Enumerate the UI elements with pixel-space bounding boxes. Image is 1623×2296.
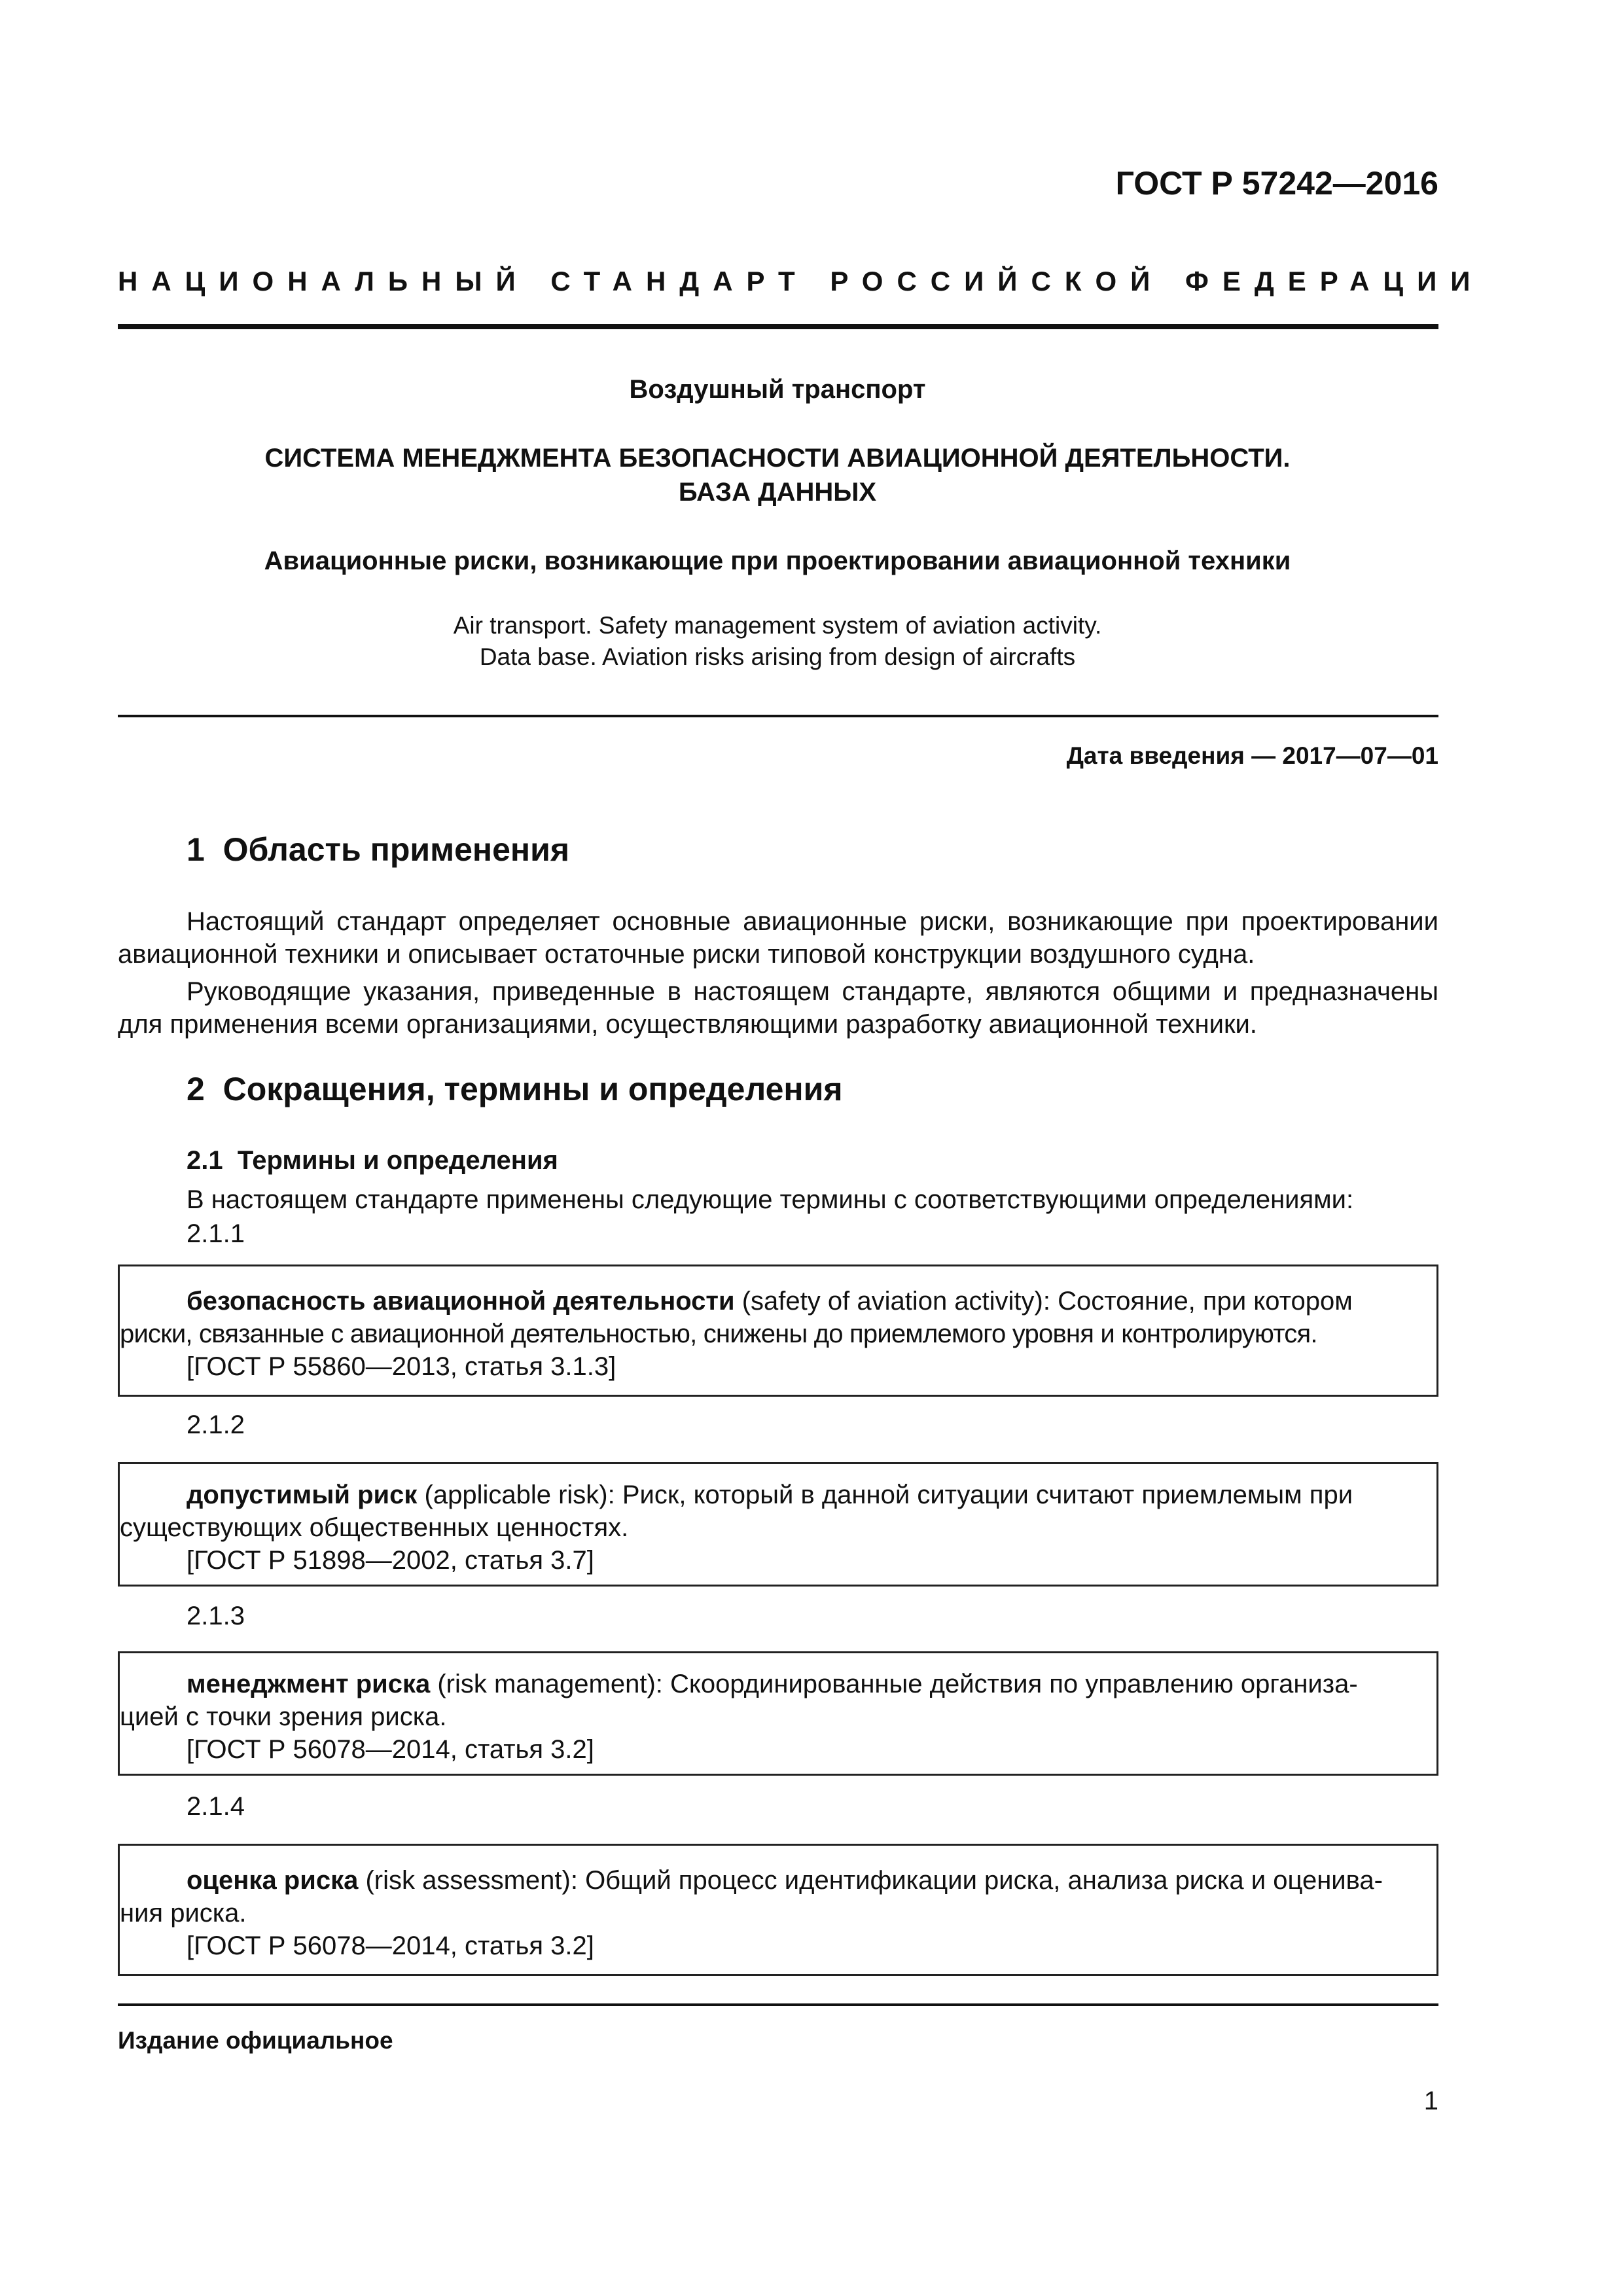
section2-heading: 2 Сокращения, термины и определения [187,1071,843,1107]
title-rule [118,715,1438,717]
term-reference: [ГОСТ Р 55860—2013, статья 3.1.3] [187,1352,616,1381]
title-main-line1: СИСТЕМА МЕНЕДЖМЕНТА БЕЗОПАСНОСТИ АВИАЦИОННОЙ ДЕЯТЕЛЬНОСТИ. [264,444,1291,473]
section1-paragraph1 [118,905,1438,971]
section1-p1-line2: авиационной техники и описывает остаточные риски типовой конструкции воздушного судна. [118,940,1255,969]
term-line1 [187,1479,1425,1511]
term-line1 [187,1668,1425,1700]
term-line1 [187,1864,1425,1897]
title-main-line2: БАЗА ДАННЫХ [678,478,877,507]
term-line1 [187,1285,1425,1318]
term-definition-box [118,1844,1438,1976]
title-subtitle: Авиационные риски, возникающие при проектировании авиационной техники [264,547,1291,575]
term-reference: [ГОСТ Р 56078—2014, статья 3.2] [187,1735,594,1764]
header-rule [118,324,1438,329]
term-definition-box [118,1265,1438,1397]
title-english-line2: Data base. Aviation risks arising from design of aircrafts [479,643,1076,670]
term-definition-box [118,1462,1438,1587]
gost-id: ГОСТ Р 57242—2016 [1115,165,1438,202]
term-line1-rest: (risk assessment): Общий процесс идентификации риска, анализа риска и оценива- [358,1866,1383,1895]
term-line1-rest: (applicable risk): Риск, который в данной ситуации считают приемлемым при [417,1480,1353,1509]
term-line2: цией с точки зрения риска. [120,1702,447,1731]
section1-heading: 1 Область применения [187,831,570,868]
footer-rule [118,2003,1438,2006]
term-reference: [ГОСТ Р 51898—2002, статья 3.7] [187,1546,594,1575]
term-title: менеджмент риска [187,1670,431,1698]
term-definition-box [118,1651,1438,1776]
term-title: безопасность авиационной деятельности [187,1287,735,1316]
term-line2: риски, связанные с авиационной деятельностью, снижены до приемлемого уровня и контролируются. [120,1319,1317,1348]
title-category: Воздушный транспорт [629,375,926,404]
term-title: оценка риска [187,1866,359,1895]
term-line1-rest: (risk management): Скоординированные действия по управлению организа- [430,1670,1358,1698]
section1-p2-line1: Руководящие указания, приведенные в настоящем стандарте, являются общими и предназначены [187,977,1438,1006]
term-number: 2.1.4 [187,1792,245,1821]
section1-paragraph2 [118,975,1438,1041]
term-number: 2.1.3 [187,1602,245,1630]
section1-p1-line1: Настоящий стандарт определяет основные авиационные риски, возникающие при проектировании [187,907,1438,936]
official-edition-label: Издание официальное [118,2027,393,2054]
term-line2: ния риска. [120,1899,247,1928]
effective-date: Дата введения — 2017—07—01 [1066,742,1438,769]
title-english-line1: Air transport. Safety management system of aviation activity. [453,612,1102,639]
section2-intro: В настоящем стандарте применены следующие термины с соответствующими определениями: [187,1185,1354,1214]
section1-p2-line2: для применения всеми организациями, осуществляющими разработку авиационной техники. [118,1010,1257,1039]
term-line1-rest: (safety of aviation activity): Состояние, при котором [734,1287,1353,1316]
term-number: 2.1.2 [187,1410,245,1439]
term-reference: [ГОСТ Р 56078—2014, статья 3.2] [187,1931,594,1960]
term-line2: существующих общественных ценностях. [120,1513,629,1542]
section2-1-heading: 2.1 Термины и определения [187,1146,558,1175]
page-number: 1 [1423,2087,1438,2115]
national-standard-banner: НАЦИОНАЛЬНЫЙ СТАНДАРТ РОССИЙСКОЙ ФЕДЕРАЦИИ [118,266,1484,296]
term-title: допустимый риск [187,1480,418,1509]
term-number: 2.1.1 [187,1219,245,1248]
